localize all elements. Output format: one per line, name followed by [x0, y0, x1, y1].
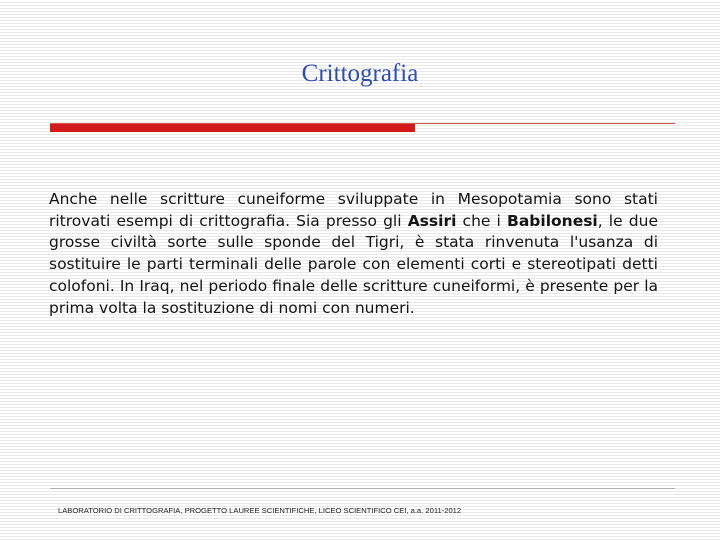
title-accent-bar: [50, 124, 415, 132]
body-paragraph: [49, 189, 658, 319]
body-text-part-2: che i: [456, 211, 508, 230]
body-bold-babilonesi: Babilonesi: [507, 211, 598, 230]
footer-divider-line: [50, 488, 675, 489]
body-bold-assiri: Assiri: [407, 211, 457, 230]
slide-footer: LABORATORIO DI CRITTOGRAFIA, PROGETTO LAUREE SCIENTIFICHE, LICEO SCIENTIFICO CEI, a.a. 2011-2012: [58, 506, 462, 515]
slide-title: Crittografia: [301, 60, 419, 87]
body-text-part-3: , le due grosse civiltà sorte sulle sponde del Tigri, è stata rinvenuta l'usanza di sostituire le parti terminali delle parole con elementi corti e stereotipati detti colofoni. In Iraq, nel periodo finale delle scritture cuneiformi, è presente per la prima volta la sostituzione di nomi con numeri.: [49, 211, 658, 317]
body-text-part-1: Anche nelle scritture cuneiforme sviluppate in Mesopotamia sono stati ritrovati esempi di crittografia. Sia presso gli: [49, 190, 658, 230]
